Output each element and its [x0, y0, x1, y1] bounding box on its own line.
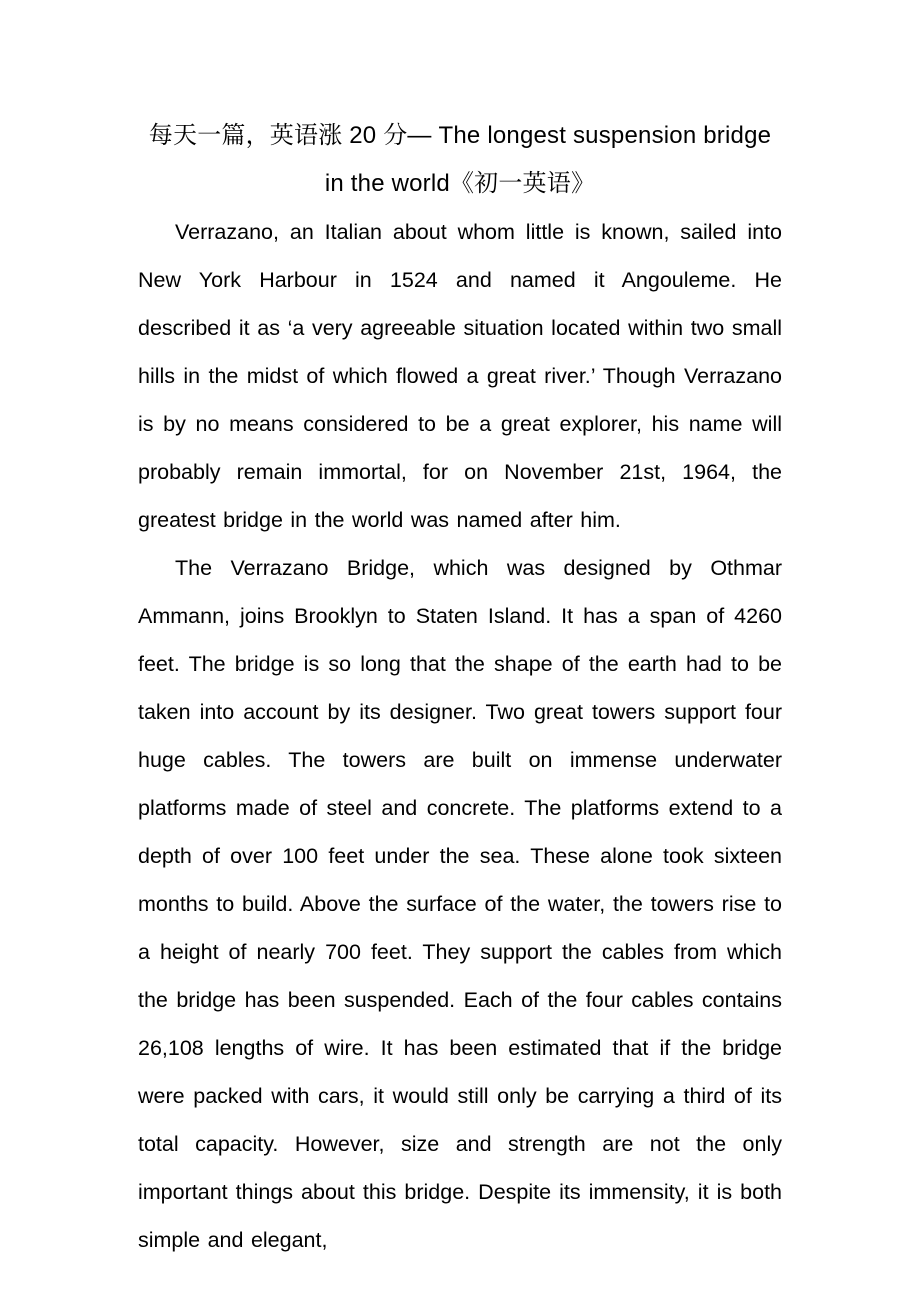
paragraph-2: The Verrazano Bridge, which was designed by Othmar Ammann, joins Brooklyn to Staten Island. It has a span of 4260 feet. The bridge is so long that the shape of the earth had to be taken into account by its designer. Two great towers support four huge cables. The towers are built on immense underwater platforms made of steel and concrete. The platforms extend to a depth of over 100 feet under the sea. These alone took sixteen months to build. Above the surface of the water, the towers rise to a height of nearly 700 feet. They support the cables from which the bridge has been suspended. Each of the four cables contains 26,108 lengths of wire. It has been estimated that if the bridge were packed with cars, it would still only be carrying a third of its total capacity. However, size and strength are not the only important things about this bridge. Despite its immensity, it is both simple and elegant, [138, 556, 782, 1252]
paragraph-1: Verrazano, an Italian about whom little is known, sailed into New York Harbour in 1524 and named it Angouleme. He described it as ‘a very agreeable situation located within two small hills in the midst of which flowed a great river.’ Though Verrazano is by no means considered to be a great explorer, his name will probably remain immortal, for on November 21st, 1964, the greatest bridge in the world was named after him. [138, 220, 782, 532]
document-title: 每天一篇，英语涨 20 分— The longest suspension bridge in the world《初一英语》 [148, 122, 772, 197]
